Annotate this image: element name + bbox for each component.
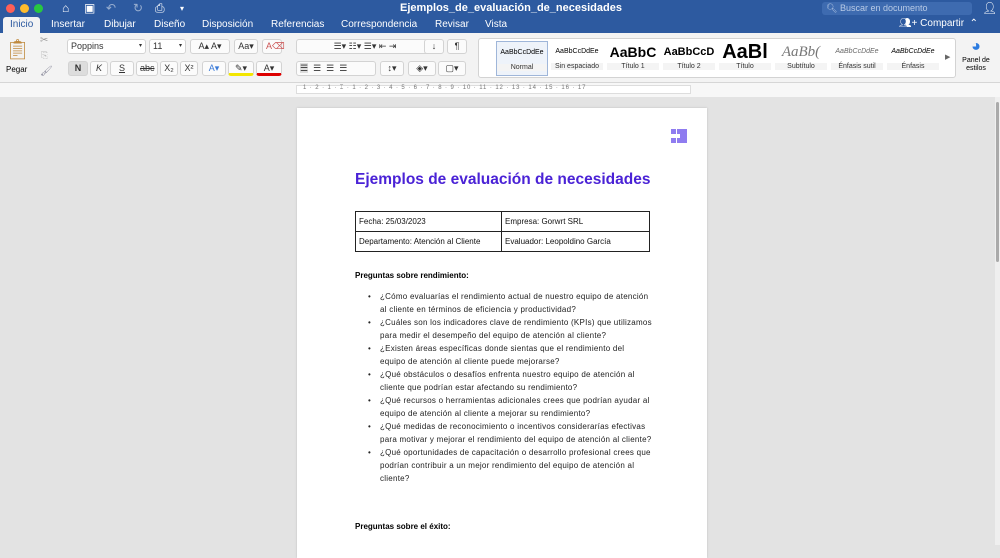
ruler-scale[interactable] (296, 85, 691, 94)
font-size-value: 11 (153, 41, 163, 51)
document-page[interactable] (297, 108, 707, 558)
superscript-button[interactable]: X² (180, 61, 198, 76)
underline-button[interactable]: S (110, 61, 134, 76)
styles-pane-icon: ◕ (971, 38, 981, 55)
style-label: Énfasis sutil (831, 63, 883, 70)
table-cell: Empresa: Gorwrt SRL (502, 212, 650, 232)
share-label: Compartir (920, 18, 965, 29)
tab-disposicion[interactable]: Disposición (202, 19, 254, 30)
line-spacing-button[interactable]: ↕▾ (380, 61, 404, 76)
table-cell: Fecha: 25/03/2023 (356, 212, 502, 232)
document-title: Ejemplos_de_evaluación_de_necesidades (400, 2, 622, 14)
style-titulo-2[interactable] (663, 41, 715, 76)
format-painter-icon[interactable]: 🖌︎ (40, 66, 53, 77)
style-label: Subtítulo (775, 63, 827, 70)
style-label: Normal (497, 64, 547, 71)
style-sample: AaBbCcDdEe (835, 48, 879, 55)
style-sample: AaBbCcD (663, 46, 715, 58)
style-enfasis[interactable] (887, 41, 939, 76)
styles-more-arrow-icon[interactable]: ▶ (945, 54, 951, 61)
tab-dibujar[interactable]: Dibujar (104, 19, 136, 30)
search-placeholder: Buscar en documento (839, 3, 928, 13)
style-subtitulo[interactable] (775, 41, 827, 76)
alignment-buttons[interactable]: ☰ ☰ ☰ ☰ (296, 61, 376, 76)
style-normal[interactable] (496, 41, 548, 76)
style-label: Énfasis (887, 63, 939, 70)
minimize-window-button[interactable] (20, 4, 29, 13)
search-input[interactable]: 🔍︎ Buscar en documento (822, 2, 972, 15)
company-logo (671, 129, 687, 143)
list-item: • ¿Qué recursos o herramientas adicionales crees que podrían ayudar al equipo de atención al cliente a mejorar su rendimiento? (380, 394, 652, 420)
font-name-value: Poppins (71, 41, 104, 51)
save-icon[interactable]: ▣ (84, 1, 96, 15)
style-sin-espaciado[interactable] (551, 41, 603, 76)
style-sample: AaBb( (781, 44, 821, 60)
show-formatting-button[interactable]: ¶ (447, 39, 467, 54)
table-cell: Evaluador: Leopoldino García (502, 232, 650, 252)
tab-diseno[interactable]: Diseño (154, 19, 186, 30)
list-item: • ¿Qué obstáculos o desafíos enfrenta nuestro equipo de atención al cliente que podrían estar afectando su rendimiento? (380, 368, 652, 394)
tab-vista[interactable]: Vista (485, 19, 508, 30)
style-sample: AaBl (722, 41, 768, 63)
clear-formatting-button[interactable]: A⌫ (262, 39, 282, 54)
style-sample: AaBbCcDdEe (555, 48, 599, 55)
styles-pane-label: Panel de estilos (962, 57, 990, 72)
change-case-button[interactable]: Aa▾ (234, 39, 258, 54)
paste-icon[interactable]: 📋︎ (5, 39, 31, 61)
style-sample: AaBbC (609, 44, 657, 60)
list-indent-buttons[interactable]: ☰▾ ☷▾ ☰▾ ⇤ ⇥ (296, 39, 434, 54)
copy-icon[interactable]: ⎘ (41, 50, 49, 60)
bold-button[interactable]: N (68, 61, 88, 76)
paste-label[interactable]: Pegar (6, 65, 28, 74)
share-button[interactable]: 👥︎+ Compartir ⌃ (898, 18, 978, 29)
maximize-window-button[interactable] (34, 4, 43, 13)
close-window-button[interactable] (6, 4, 15, 13)
style-sample: AaBbCcDdEe (500, 49, 544, 56)
list-item: • ¿Qué medidas de reconocimiento o incentivos considerarías efectivas para motivar y mejorar el rendimiento del equipo de atención al cliente? (380, 420, 652, 446)
text-effects-button[interactable]: A▾ (202, 61, 226, 76)
print-icon[interactable]: ⎙ (155, 1, 165, 15)
tab-correspondencia[interactable]: Correspondencia (341, 19, 418, 30)
undo-icon[interactable]: ↶ (106, 1, 117, 15)
table-cell: Departamento: Atención al Cliente (356, 232, 502, 252)
sort-button[interactable]: ↓ (424, 39, 444, 54)
tab-referencias[interactable]: Referencias (271, 19, 325, 30)
vertical-scrollbar[interactable] (995, 97, 1000, 545)
document-heading: Ejemplos de evaluación de necesidades (355, 171, 651, 188)
style-titulo-1[interactable] (607, 41, 659, 76)
tab-insertar[interactable]: Insertar (51, 19, 85, 30)
strikethrough-button[interactable]: abc (136, 61, 158, 76)
font-name-select[interactable]: Poppins ▾ (67, 39, 146, 54)
style-label: Sin espaciado (551, 63, 603, 70)
style-label: Título 1 (607, 63, 659, 70)
account-icon[interactable]: 👤︎ (982, 1, 998, 15)
list-item: • ¿Qué oportunidades de capacitación o desarrollo profesional crees que podrían contribuir a un mejor rendimiento del equipo de atención al cliente? (380, 446, 652, 485)
styles-gallery (478, 38, 956, 78)
style-titulo[interactable] (719, 41, 771, 76)
cut-icon[interactable]: ✂ (40, 35, 49, 46)
styles-pane-button[interactable] (958, 37, 994, 73)
grow-shrink-font-buttons[interactable]: A▴ A▾ (190, 39, 230, 54)
ruler-marks: 1 · 2 · 1 · ⌶ · 1 · 2 · 3 · 4 · 5 · 6 · 7 · 8 · 9 · 10 · 11 · 12 · 13 · 14 · 15 · 16 · 17 (303, 85, 587, 91)
table-row (356, 212, 650, 232)
ruler (0, 83, 1000, 97)
list-item: • ¿Existen áreas específicas donde sientas que el rendimiento del equipo de atención al cliente puede mejorarse? (380, 342, 652, 368)
style-sample: AaBbCcDdEe (891, 48, 935, 55)
italic-button[interactable]: K (90, 61, 108, 76)
questions-list (380, 290, 652, 485)
style-label: Título 2 (663, 63, 715, 70)
customize-toolbar-icon[interactable]: ▾ (180, 4, 185, 13)
ribbon (0, 33, 1000, 83)
scrollbar-thumb[interactable] (996, 102, 999, 262)
redo-icon[interactable]: ↻ (133, 1, 144, 15)
shading-button[interactable]: ◈▾ (408, 61, 436, 76)
info-table (355, 211, 650, 252)
highlight-color-button[interactable]: ✎▾ (228, 61, 254, 76)
table-row (356, 232, 650, 252)
style-label: Título (719, 63, 771, 70)
list-item: • ¿Cómo evaluarías el rendimiento actual de nuestro equipo de atención al cliente en términos de eficiencia y productividad? (380, 290, 652, 316)
section-heading: Preguntas sobre el éxito: (355, 522, 451, 531)
tab-revisar[interactable]: Revisar (435, 19, 469, 30)
section-heading: Preguntas sobre rendimiento: (355, 271, 469, 280)
list-item: • ¿Cuáles son los indicadores clave de rendimiento (KPIs) que utilizamos para medir el desempeño del equipo de atención al cliente? (380, 316, 652, 342)
tab-inicio[interactable]: Inicio (3, 17, 40, 33)
font-color-button[interactable]: A▾ (256, 61, 282, 76)
ribbon-tabs (0, 17, 1000, 33)
home-icon[interactable]: ⌂ (62, 1, 70, 15)
font-size-select[interactable]: 11 ▾ (149, 39, 186, 54)
subscript-button[interactable]: X₂ (160, 61, 178, 76)
borders-button[interactable]: ▢▾ (438, 61, 466, 76)
style-enfasis-sutil[interactable] (831, 41, 883, 76)
title-bar (0, 0, 1000, 17)
